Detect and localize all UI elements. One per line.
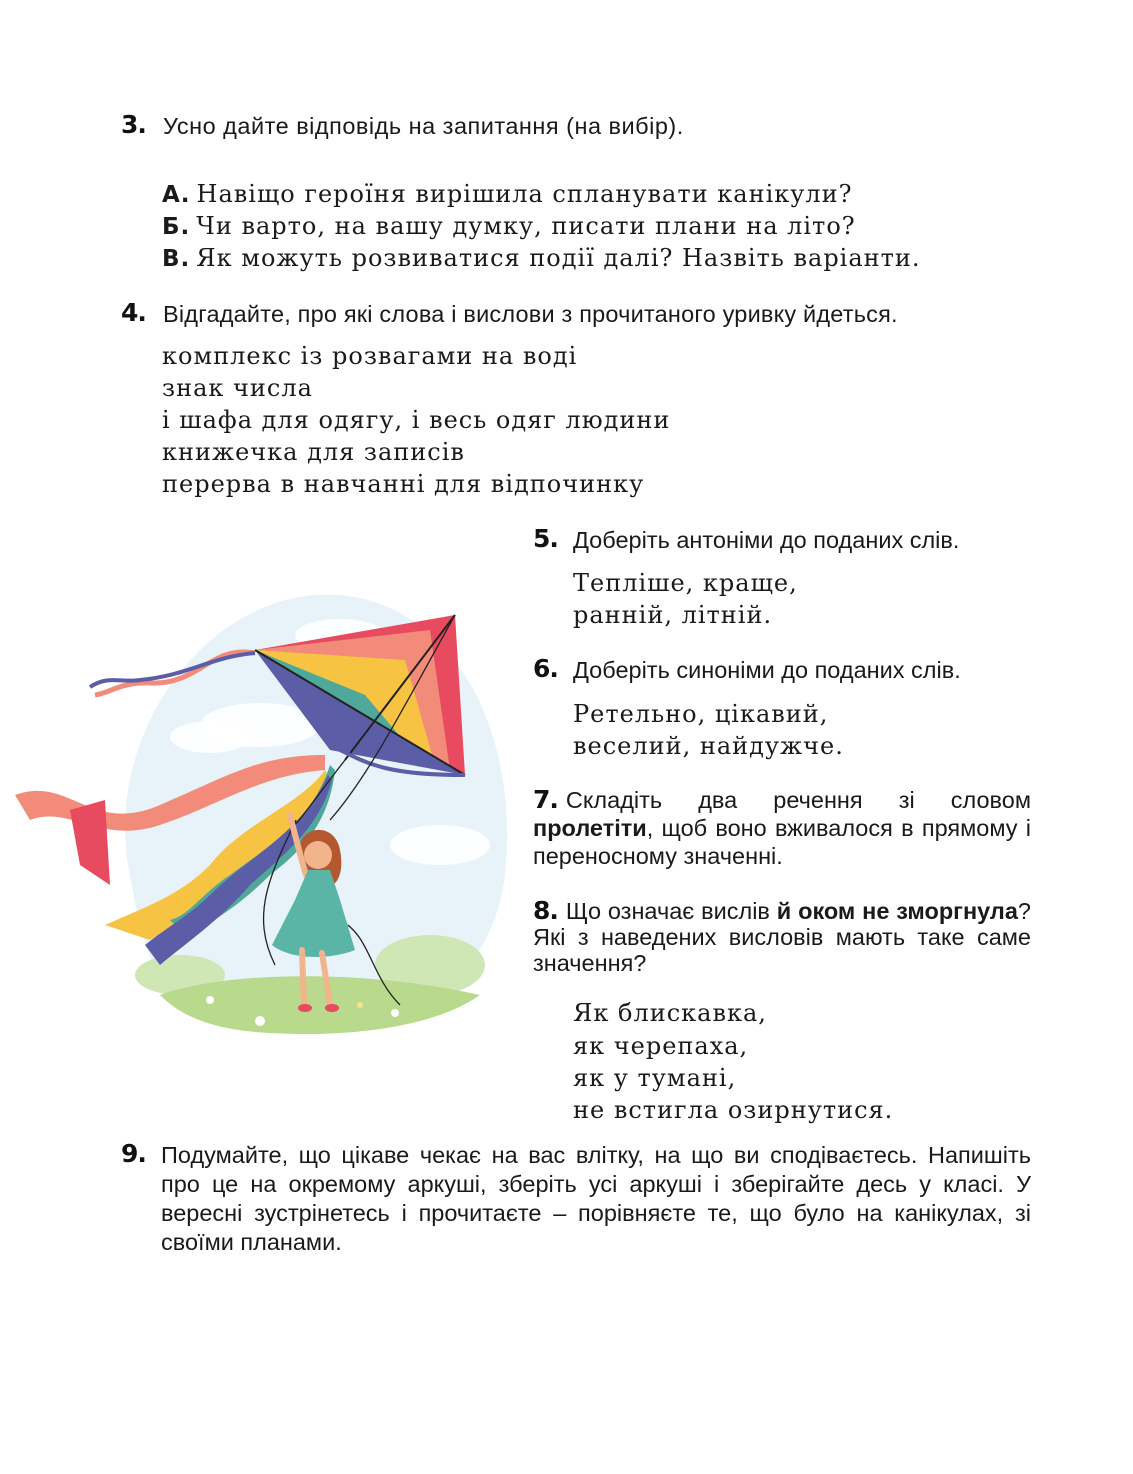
task8-number: 8. [533, 896, 558, 925]
task8-line-2: як черепаха, [573, 1032, 749, 1060]
task8-line-1: Як блискавка, [573, 999, 767, 1027]
task8-text-before: Що означає вислів [565, 898, 770, 924]
task7-number: 7. [533, 785, 558, 814]
question-letter-a: А. [162, 182, 191, 208]
task3-number: 3. [121, 110, 146, 139]
task4-line-4: книжечка для записів [162, 438, 465, 466]
cloud [390, 825, 490, 865]
task8-line-3: як у тумані, [573, 1064, 737, 1092]
task5-line-1: Тепліше, краще, [573, 569, 798, 597]
question-text-a: Навіщо героїня вирішила спланувати канікули? [196, 180, 853, 208]
cloud [170, 721, 250, 753]
question-text-b: Чи варто, на вашу думку, писати плани на літо? [196, 212, 856, 240]
question-text-c: Як можуть розвиватися події далі? Назвіть варіанти. [196, 244, 921, 272]
task6-number: 6. [533, 654, 558, 683]
girl-with-kite-illustration [10, 575, 530, 1045]
task7-paragraph [533, 786, 1031, 870]
task9-number: 9. [121, 1139, 146, 1168]
task5-instruction: Доберіть антоніми до поданих слів. [573, 527, 960, 553]
flower [206, 996, 214, 1004]
flower [357, 1002, 363, 1008]
task4-number: 4. [121, 298, 146, 327]
task4-line-3: і шафа для одягу, і весь одяг людини [162, 406, 671, 434]
task7-bold-word: пролетіти [533, 815, 647, 841]
task4-line-1: комплекс із розвагами на воді [162, 342, 578, 370]
ribbon-red [70, 800, 110, 885]
task6-line-1: Ретельно, цікавий, [573, 700, 829, 728]
girl-shoe [298, 1004, 312, 1012]
question-letter-b: Б. [162, 214, 191, 240]
task4-line-2: знак числа [162, 374, 313, 402]
task3-question-c [162, 244, 921, 272]
task7-text-after: , щоб воно вживалося в прямому і переносному значенні. [533, 815, 1031, 869]
question-letter-c: В. [162, 246, 191, 272]
flower [391, 1009, 399, 1017]
task9-text: Подумайте, що цікаве чекає на вас влітку, на що ви сподіваєтесь. Напишіть про це на окремому аркуші, зберіть усі аркуші і зберігайте десь у класі. У вересні зустрінетесь і прочитаєте – порівняєте те, що було на канікулах, зі своїми планами. [161, 1142, 1031, 1255]
task5-line-2: ранній, літній. [573, 601, 773, 629]
task3-question-b [162, 212, 856, 240]
flower [255, 1016, 265, 1026]
task6-instruction: Доберіть синоніми до поданих слів. [573, 657, 961, 683]
task4-instruction: Відгадайте, про які слова і вислови з прочитаного уривку йдеться. [163, 301, 898, 327]
girl-face [304, 841, 332, 869]
task8-line-4: не встигла озирнутися. [573, 1096, 894, 1124]
task3-instruction: Усно дайте відповідь на запитання (на вибір). [163, 113, 684, 139]
task8-bold-phrase: й оком не зморгнула [776, 898, 1018, 924]
task8-text-after: ? Які з наведених висловів мають таке саме значення? [533, 898, 1031, 976]
task5-number: 5. [533, 524, 558, 553]
task7-text-before: Складіть два речення зі словом [565, 787, 1031, 813]
task4-line-5: перерва в навчанні для відпочинку [162, 470, 645, 498]
task8-paragraph [533, 898, 1031, 976]
girl-shoe [325, 1004, 339, 1012]
task6-line-2: веселий, найдужче. [573, 732, 844, 760]
task3-question-a [162, 180, 852, 208]
